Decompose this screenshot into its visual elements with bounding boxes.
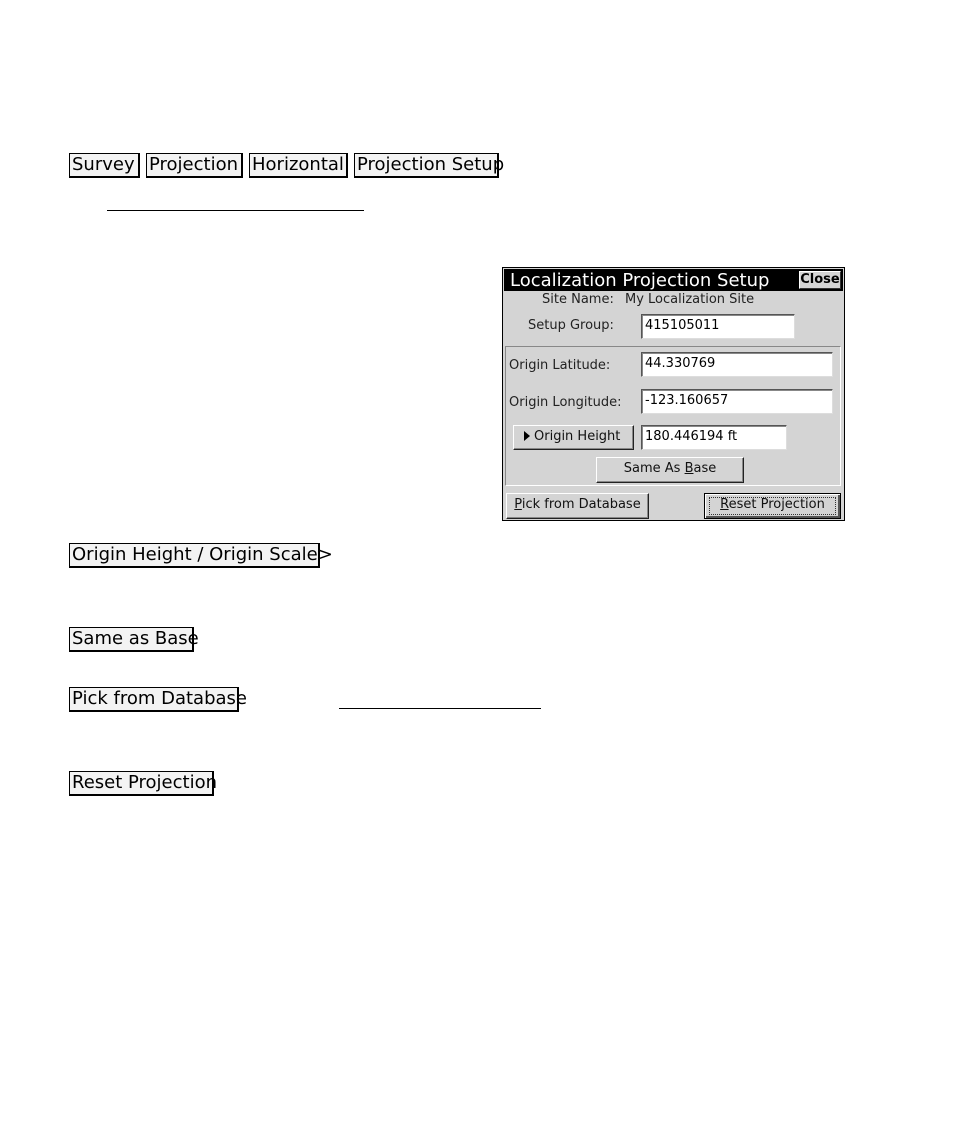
breadcrumb-horizontal: Horizontal bbox=[249, 153, 348, 178]
breadcrumb-projection: Projection bbox=[146, 153, 243, 178]
triangle-right-icon bbox=[524, 431, 530, 441]
origin-longitude-field[interactable]: -123.160657 bbox=[641, 389, 833, 414]
origin-latitude-field[interactable]: 44.330769 bbox=[641, 352, 833, 377]
setup-group-field[interactable]: 415105011 bbox=[641, 314, 795, 339]
key-pick-from-database: Pick from Database bbox=[69, 687, 239, 712]
same-as-base-label-pre: Same As bbox=[623, 461, 685, 476]
dialog-titlebar bbox=[504, 269, 843, 291]
origin-longitude-label: Origin Longitude: bbox=[509, 395, 622, 410]
reset-projection-mnemonic: R bbox=[720, 497, 729, 512]
key-origin-height-scale: Origin Height / Origin Scale> bbox=[69, 543, 320, 568]
setup-group-label: Setup Group: bbox=[528, 318, 614, 333]
breadcrumb-projection-setup: Projection Setup bbox=[354, 153, 499, 178]
blank-rule-2 bbox=[339, 708, 541, 709]
breadcrumb-survey: Survey bbox=[69, 153, 140, 178]
origin-height-field[interactable]: 180.446194 ft bbox=[641, 425, 787, 450]
close-button[interactable]: Close bbox=[800, 272, 840, 287]
key-reset-projection: Reset Projection bbox=[69, 771, 214, 796]
pick-from-database-label: ick from Database bbox=[521, 497, 641, 512]
dialog-title: Localization Projection Setup bbox=[510, 270, 770, 291]
origin-height-button-label: Origin Height bbox=[534, 429, 621, 444]
site-name-label: Site Name: bbox=[542, 292, 614, 307]
key-same-as-base: Same as Base bbox=[69, 627, 194, 652]
reset-projection-label: eset Projection bbox=[728, 497, 825, 512]
origin-latitude-label: Origin Latitude: bbox=[509, 358, 611, 373]
pick-from-database-button[interactable] bbox=[506, 493, 649, 519]
focus-ring bbox=[709, 497, 836, 515]
same-as-base-button[interactable] bbox=[596, 457, 744, 483]
localization-projection-setup-dialog bbox=[502, 267, 845, 521]
reset-projection-button[interactable] bbox=[704, 493, 841, 519]
pick-from-database-mnemonic: P bbox=[514, 497, 522, 512]
origin-height-button[interactable] bbox=[513, 425, 634, 450]
blank-rule-1 bbox=[107, 210, 364, 211]
same-as-base-mnemonic: B bbox=[684, 461, 694, 476]
same-as-base-label-post: ase bbox=[693, 461, 717, 476]
site-name-value: My Localization Site bbox=[625, 292, 755, 307]
